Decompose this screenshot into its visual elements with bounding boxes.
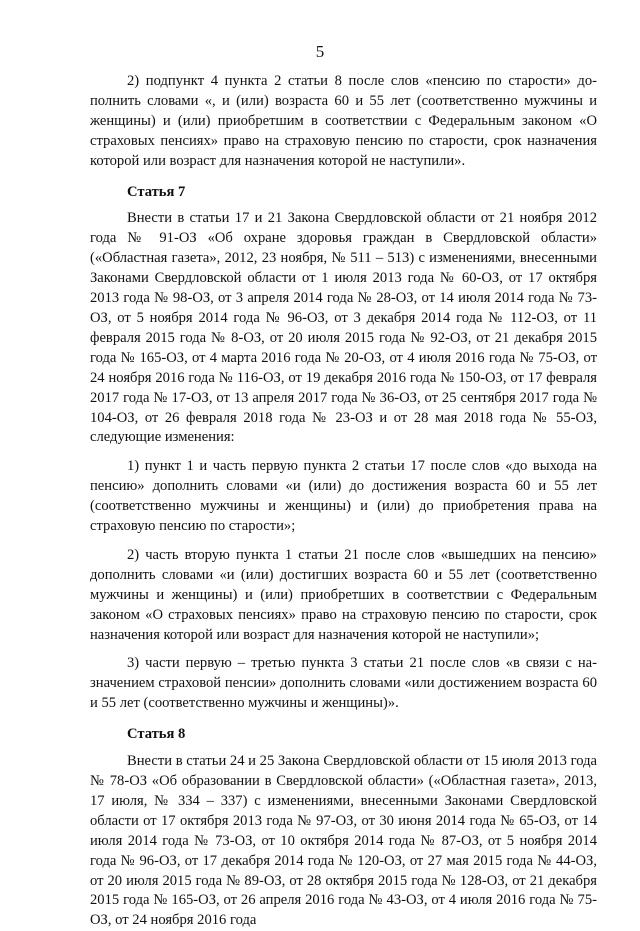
paragraph-article-7-intro: Внести в статьи 17 и 21 Закона Свердловской области от 21 ноября 2012 года № 91-ОЗ «Об охране здоровья граждан в Свердловской области» («Областная газета», 2012, 23 ноября, № 511 – 513) с изменениями, внесенными Законами Свердловской области от 1 июля 2013 года № 60-ОЗ, от 17 октября 2013 года № 98-ОЗ, от 3 апреля 2014 года № 28-ОЗ, от 14 июля 2014 года № 73-ОЗ, от 5 ноября 2014 года № 96-ОЗ, от 3 декабря 2014 года № 112-ОЗ, от 11 февраля 2015 года № 8-ОЗ, от 20 июля 2015 года № 92-ОЗ, от 21 декабря 2015 года № 165-ОЗ, от 4 марта 2016 года № 20-ОЗ, от 4 июля 2016 года № 75-ОЗ, от 24 ноября 2016 года № 116-ОЗ, от 19 декабря 2016 года № 150-ОЗ, от 17 февраля 2017 года № 17-ОЗ, от 13 апреля 2017 года № 36-ОЗ, от 25 сентября 2017 года № 104-ОЗ, от 26 февраля 2018 года № 23-ОЗ и от 28 мая 2018 года № 55-ОЗ, следующие изменения: bbox=[90, 210, 597, 446]
paragraph-article-7-item-3: 3) части первую – третью пункта 3 статьи 21 после слов «в связи с назначением страховой пенсии» дополнить словами «или достижением возраста 60 и 55 лет (соответственно мужчины и женщины)». bbox=[90, 655, 597, 712]
paragraph-article-7-item-2: 2) часть вторую пункта 1 статьи 21 после слов «вышедших на пенсию» дополнить словами «и (или) достигших возраста 60 и 55 лет (соответственно мужчины и женщины) и (или) приобретших в соответствии с Федеральным законом «О страховых пенсиях» право на страховую пенсию по старости, срок назначения которой или возраст для назначения которой не наступили»; bbox=[90, 546, 597, 643]
paragraph-gap bbox=[90, 448, 597, 457]
paragraph-subitem-2: 2) подпункт 4 пункта 2 статьи 8 после слов «пенсию по старости» дополнить словами «, и (или) возраста 60 и 55 лет (соответственно мужчины и женщины) и (или) приобретшим в соответствии с Федеральным законом «О страховых пенсиях» право на страховую пенсию по старости, срок назначения которой или возраст для назначения которой не наступили». bbox=[90, 73, 597, 169]
paragraph-gap bbox=[90, 645, 597, 654]
paragraph-article-7-item-1: 1) пункт 1 и часть первую пункта 2 статьи 17 после слов «до выхода на пенсию» дополнить словами «и (или) до достижения возраста 60 и 55 лет (соответственно мужчины и женщины) и (или) до приобретения права на страховую пенсию по старости»; bbox=[90, 458, 597, 535]
page-number: 5 bbox=[315, 42, 325, 61]
article-7-heading: Статья 7 bbox=[127, 183, 186, 200]
paragraph-gap bbox=[90, 537, 597, 546]
document-body bbox=[90, 72, 597, 931]
paragraph-article-8-intro: Внести в статьи 24 и 25 Закона Свердловской области от 15 июля 2013 года № 78-ОЗ «Об образовании в Свердловской области» («Областная газета», 2013, 17 июля, № 334 – 337) с изменениями, внесенными Законами Свердловской области от 17 октября 2013 года № 97-ОЗ, от 30 июня 2014 года № 65-ОЗ, от 14 июля 2014 года № 73-ОЗ, от 10 октября 2014 года № 87-ОЗ, от 5 ноября 2014 года № 96-ОЗ, от 17 декабря 2014 года № 120-ОЗ, от 27 мая 2015 года № 44-ОЗ, от 20 июля 2015 года № 89-ОЗ, от 28 октября 2015 года № 128-ОЗ, от 21 декабря 2015 года № 165-ОЗ, от 26 апреля 2016 года № 43-ОЗ, от 4 июля 2016 года № 75-ОЗ, от 24 ноября 2016 года bbox=[90, 753, 597, 929]
article-8-heading: Статья 8 bbox=[127, 726, 186, 743]
